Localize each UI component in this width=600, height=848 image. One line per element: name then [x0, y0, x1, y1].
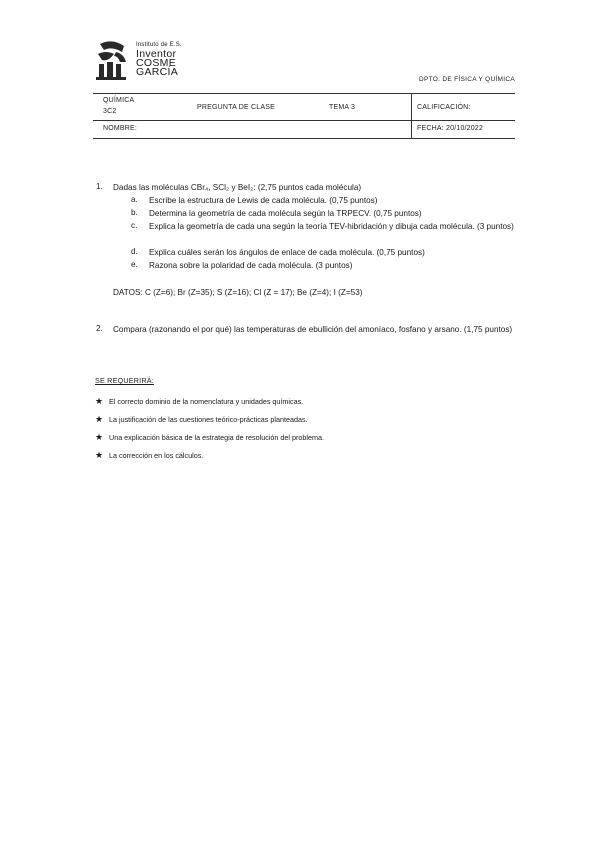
- q1-data-line: DATOS: C (Z=6); Br (Z=35); S (Z=16); Cl (Z = 17); Be (Z=4); I (Z=53): [113, 288, 363, 297]
- group-cell: 3C2: [103, 108, 117, 115]
- requirement-item: [95, 432, 324, 443]
- table-border-middle: [93, 120, 515, 121]
- q1-item-b-text: Determina la geometría de cada molécula según la TRPECV. (0,75 puntos): [149, 209, 422, 218]
- q1-item-c-text: Explica la geometría de cada una según la teoría TEV-hibridación y dibuja cada molécula. (3 puntos): [149, 222, 514, 231]
- question-2-text: Compara (razonando el por qué) las temperaturas de ebullición del amoníaco, fosfano y arsano. (1,75 puntos): [113, 325, 513, 334]
- star-icon: ★: [95, 414, 104, 424]
- name-cell: NOMBRE:: [103, 125, 138, 132]
- grade-cell: CALIFICACIÓN:: [417, 104, 471, 111]
- requirement-text: Una explicación básica de la estrategia de resolución del problema.: [109, 433, 324, 442]
- header-table: [93, 93, 515, 139]
- school-logo-icon: [96, 40, 128, 80]
- q1-item-d-letter: d.: [131, 247, 138, 256]
- logo-line-2: COSME: [136, 57, 177, 69]
- question-1-text: Dadas las moléculas CBr₄, SCl₂ y BeI₂: (2,75 puntos cada molécula): [113, 183, 362, 192]
- q1-item-c-letter: c.: [131, 221, 138, 230]
- department-label: DPTO. DE FÍSICA Y QUÍMICA: [419, 76, 515, 83]
- subject-cell: QUÍMICA: [103, 97, 135, 104]
- question-1-number: 1.: [96, 182, 103, 191]
- logo-line-1: Inventor: [136, 48, 177, 60]
- requirement-text: La justificación de las cuestiones teórico-prácticas planteadas.: [109, 415, 308, 424]
- logo-small-text: Instituto de E.S.: [136, 42, 182, 48]
- requirement-text: La corrección en los cálculos.: [109, 451, 204, 460]
- star-icon: ★: [95, 432, 104, 442]
- requirement-item: [95, 414, 308, 425]
- question-2-number: 2.: [96, 324, 103, 333]
- requirement-text: El correcto dominio de la nomenclatura y unidades químicas.: [109, 397, 304, 406]
- date-cell: FECHA: 20/10/2022: [417, 125, 484, 132]
- table-border-top: [93, 93, 515, 94]
- q1-item-d-text: Explica cuáles serán los ángulos de enlace de cada molécula. (0,75 puntos): [149, 248, 425, 257]
- star-icon: ★: [95, 450, 104, 460]
- requirement-item: [95, 450, 203, 461]
- table-border-bottom: [93, 138, 515, 139]
- logo-line-3: GARCÍA: [136, 66, 179, 78]
- exam-type-cell: PREGUNTA DE CLASE: [197, 104, 275, 111]
- requirement-item: [95, 396, 303, 407]
- q1-item-b-letter: b.: [131, 208, 138, 217]
- requirements-title: SE REQUERIRÁ:: [95, 376, 154, 385]
- q1-item-e-text: Razona sobre la polaridad de cada molécula. (3 puntos): [149, 261, 353, 270]
- star-icon: ★: [95, 396, 104, 406]
- topic-cell: TEMA 3: [329, 104, 356, 111]
- q1-item-e-letter: e.: [131, 260, 138, 269]
- q1-item-a-text: Escribe la estructura de Lewis de cada molécula. (0,75 puntos): [149, 196, 378, 205]
- q1-item-a-letter: a.: [131, 195, 138, 204]
- school-logo: [96, 40, 196, 84]
- table-divider: [411, 93, 412, 139]
